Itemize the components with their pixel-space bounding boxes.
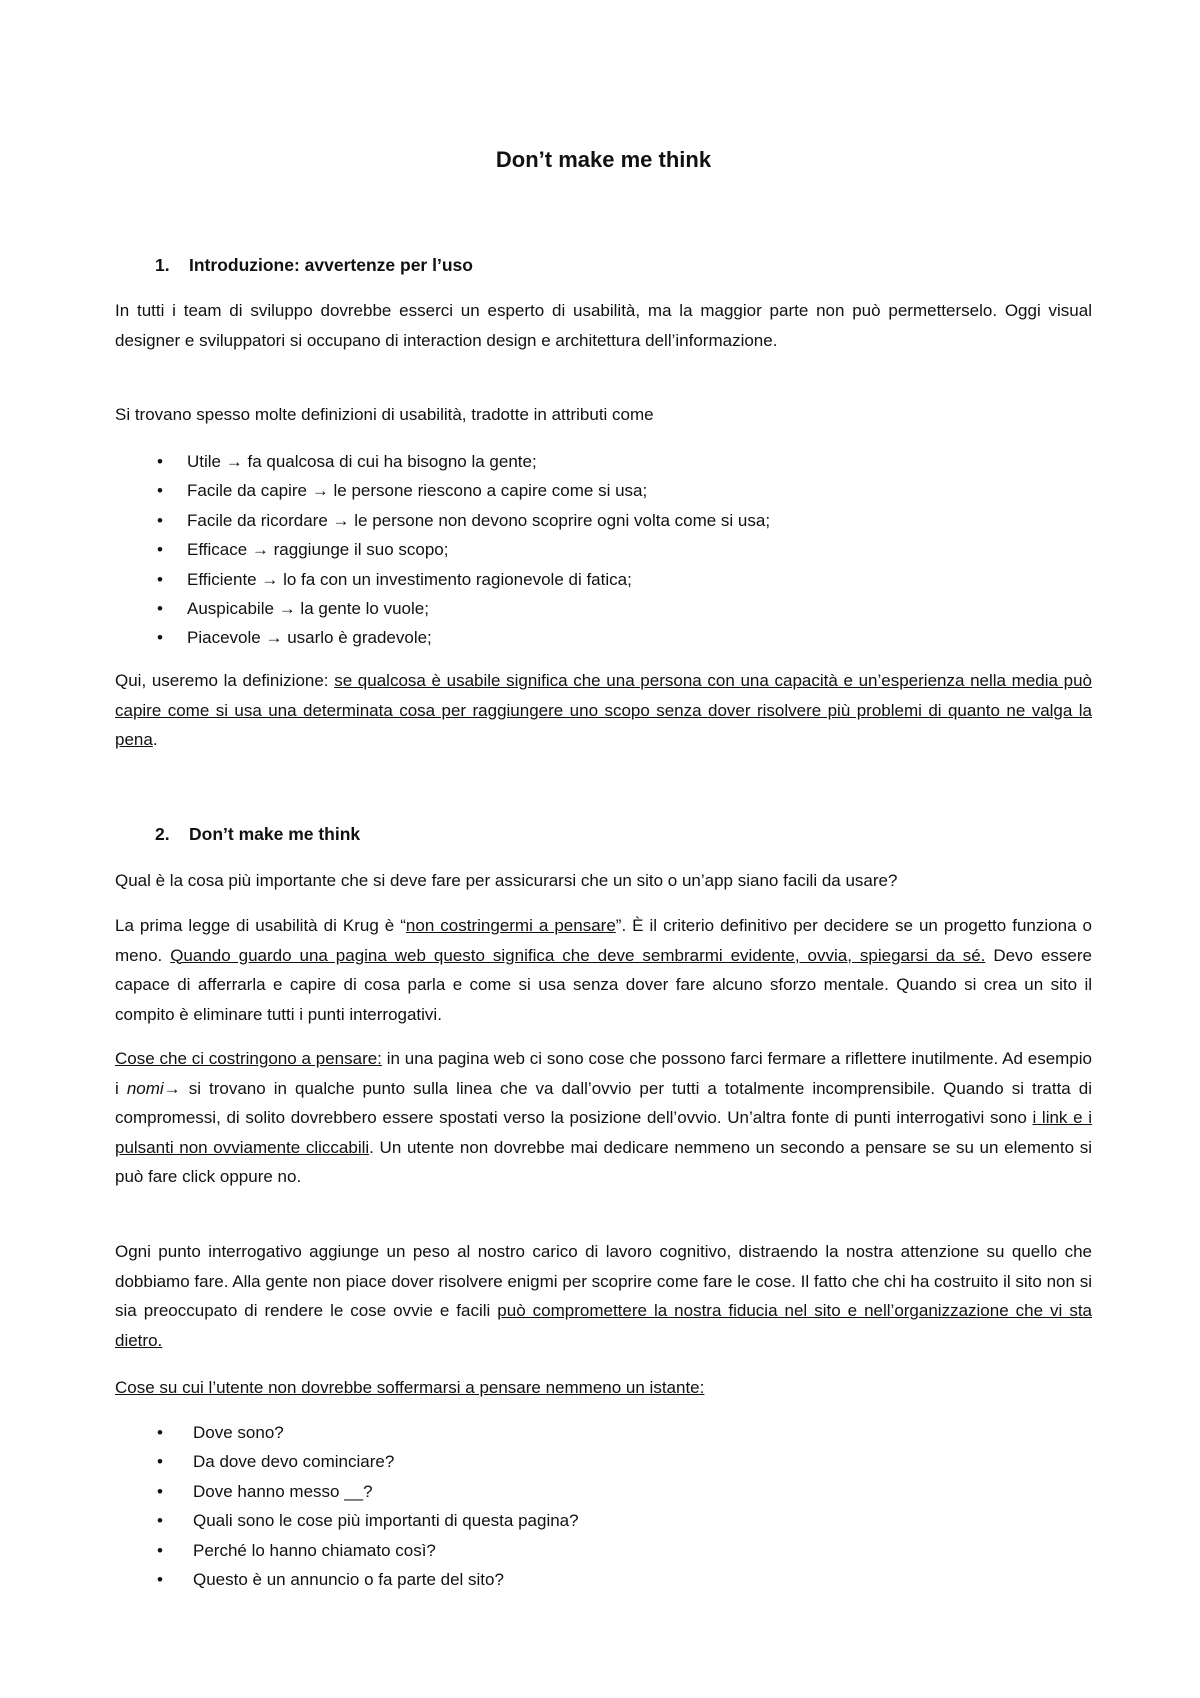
arrow-icon: → <box>163 1078 181 1098</box>
arrow-icon: → <box>265 628 283 648</box>
attributes-list <box>115 447 770 653</box>
list-item: • Piacevole → usarlo è gradevole; <box>115 623 770 652</box>
list-item: • Efficace → raggiunge il suo scopo; <box>115 535 770 564</box>
section-1-heading <box>155 255 473 276</box>
list-item: • Perché lo hanno chiamato così? <box>115 1536 579 1565</box>
definition-paragraph: Qui, useremo la definizione: se qualcosa è usabile significa che una persona con una capacità e un’esperienza nella media può capire come si usa una determinata cosa per raggiungere uno scopo senza dover risolvere più problemi di quanto ne valga la pena. <box>115 671 1092 749</box>
section-2-paragraph-4: Ogni punto interrogativo aggiunge un peso al nostro carico di lavoro cognitivo, distraendo la nostra attenzione su quello che dobbiamo fare. Alla gente non piace dover risolvere enigmi per scoprire come fare le cose. Il fatto che chi ha costruito il sito non si sia preoccupato di rendere le cose ovvie e facili può compromettere la nostra fiducia nel sito e nell’organizzazione che vi sta dietro. <box>115 1242 1092 1350</box>
section-2-title: Don’t make me think <box>189 824 361 844</box>
section-1-number: 1. <box>155 255 170 275</box>
arrow-icon: → <box>278 599 296 619</box>
section-1-title: Introduzione: avvertenze per l’uso <box>189 255 473 275</box>
section-2-heading <box>155 824 360 845</box>
arrow-icon: → <box>311 481 329 501</box>
arrow-icon: → <box>332 510 350 530</box>
list-item: • Da dove devo cominciare? <box>115 1447 579 1476</box>
questions-heading: Cose su cui l’utente non dovrebbe soffermarsi a pensare nemmeno un istante: <box>115 1378 705 1397</box>
section-1-paragraph-2: Si trovano spesso molte definizioni di usabilità, tradotte in attributi come <box>115 405 654 424</box>
questions-list <box>115 1418 579 1594</box>
list-item: • Dove hanno messo __? <box>115 1477 579 1506</box>
arrow-icon: → <box>261 569 279 589</box>
section-1-paragraph-1: In tutti i team di sviluppo dovrebbe esserci un esperto di usabilità, ma la maggior parte non può permetterselo. Oggi visual designer e sviluppatori si occupano di interaction design e architettura dell’informazione. <box>115 301 1092 350</box>
section-2-paragraph-3: Cose che ci costringono a pensare: in una pagina web ci sono cose che possono farci fermare a riflettere inutilmente. Ad esempio i nomi→ si trovano in qualche punto sulla linea che va dall’ovvio per tutti a totalmente incomprensibile. Quando si tratta di compromessi, di solito dovrebbero essere spostati verso la posizione dell’ovvio. Un’altra fonte di punti interrogativi sono i link e i pulsanti non ovviamente cliccabili. Un utente non dovrebbe mai dedicare nemmeno un secondo a pensare se su un elemento si può fare click oppure no. <box>115 1049 1092 1186</box>
list-item: • Efficiente → lo fa con un investimento ragionevole di fatica; <box>115 565 770 594</box>
list-item: • Quali sono le cose più importanti di questa pagina? <box>115 1506 579 1535</box>
list-item: • Auspicabile → la gente lo vuole; <box>115 594 770 623</box>
list-item: • Questo è un annuncio o fa parte del sito? <box>115 1565 579 1594</box>
arrow-icon: → <box>225 452 243 471</box>
arrow-icon: → <box>251 540 269 560</box>
section-2-number: 2. <box>155 824 170 844</box>
list-item: • Facile da ricordare → le persone non devono scoprire ogni volta come si usa; <box>115 506 770 535</box>
section-2-paragraph-2: La prima legge di usabilità di Krug è “non costringermi a pensare”. È il criterio definitivo per decidere se un progetto funziona o meno. Quando guardo una pagina web questo significa che deve sembrarmi evidente, ovvia, spiegarsi da sé. Devo essere capace di afferrarla e capire di cosa parla e come si usa senza dover fare alcuno sforzo mentale. Quando si crea un sito il compito è eliminare tutti i punti interrogativi. <box>115 916 1092 1024</box>
list-item: • Dove sono? <box>115 1418 579 1447</box>
page-title: Don’t make me think <box>495 147 712 172</box>
section-2-paragraph-1: Qual è la cosa più importante che si deve fare per assicurarsi che un sito o un’app siano facili da usare? <box>115 871 898 890</box>
definition-underlined: se qualcosa è usabile significa che una persona con una capacità e un’esperienza nella media può capire come si usa una determinata cosa per raggiungere uno scopo senza dover risolvere più problemi di quanto ne valga la pena <box>115 671 1092 749</box>
list-item: • Facile da capire → le persone riescono a capire come si usa; <box>115 476 770 505</box>
list-item: • Utile → fa qualcosa di cui ha bisogno la gente; <box>115 447 770 476</box>
